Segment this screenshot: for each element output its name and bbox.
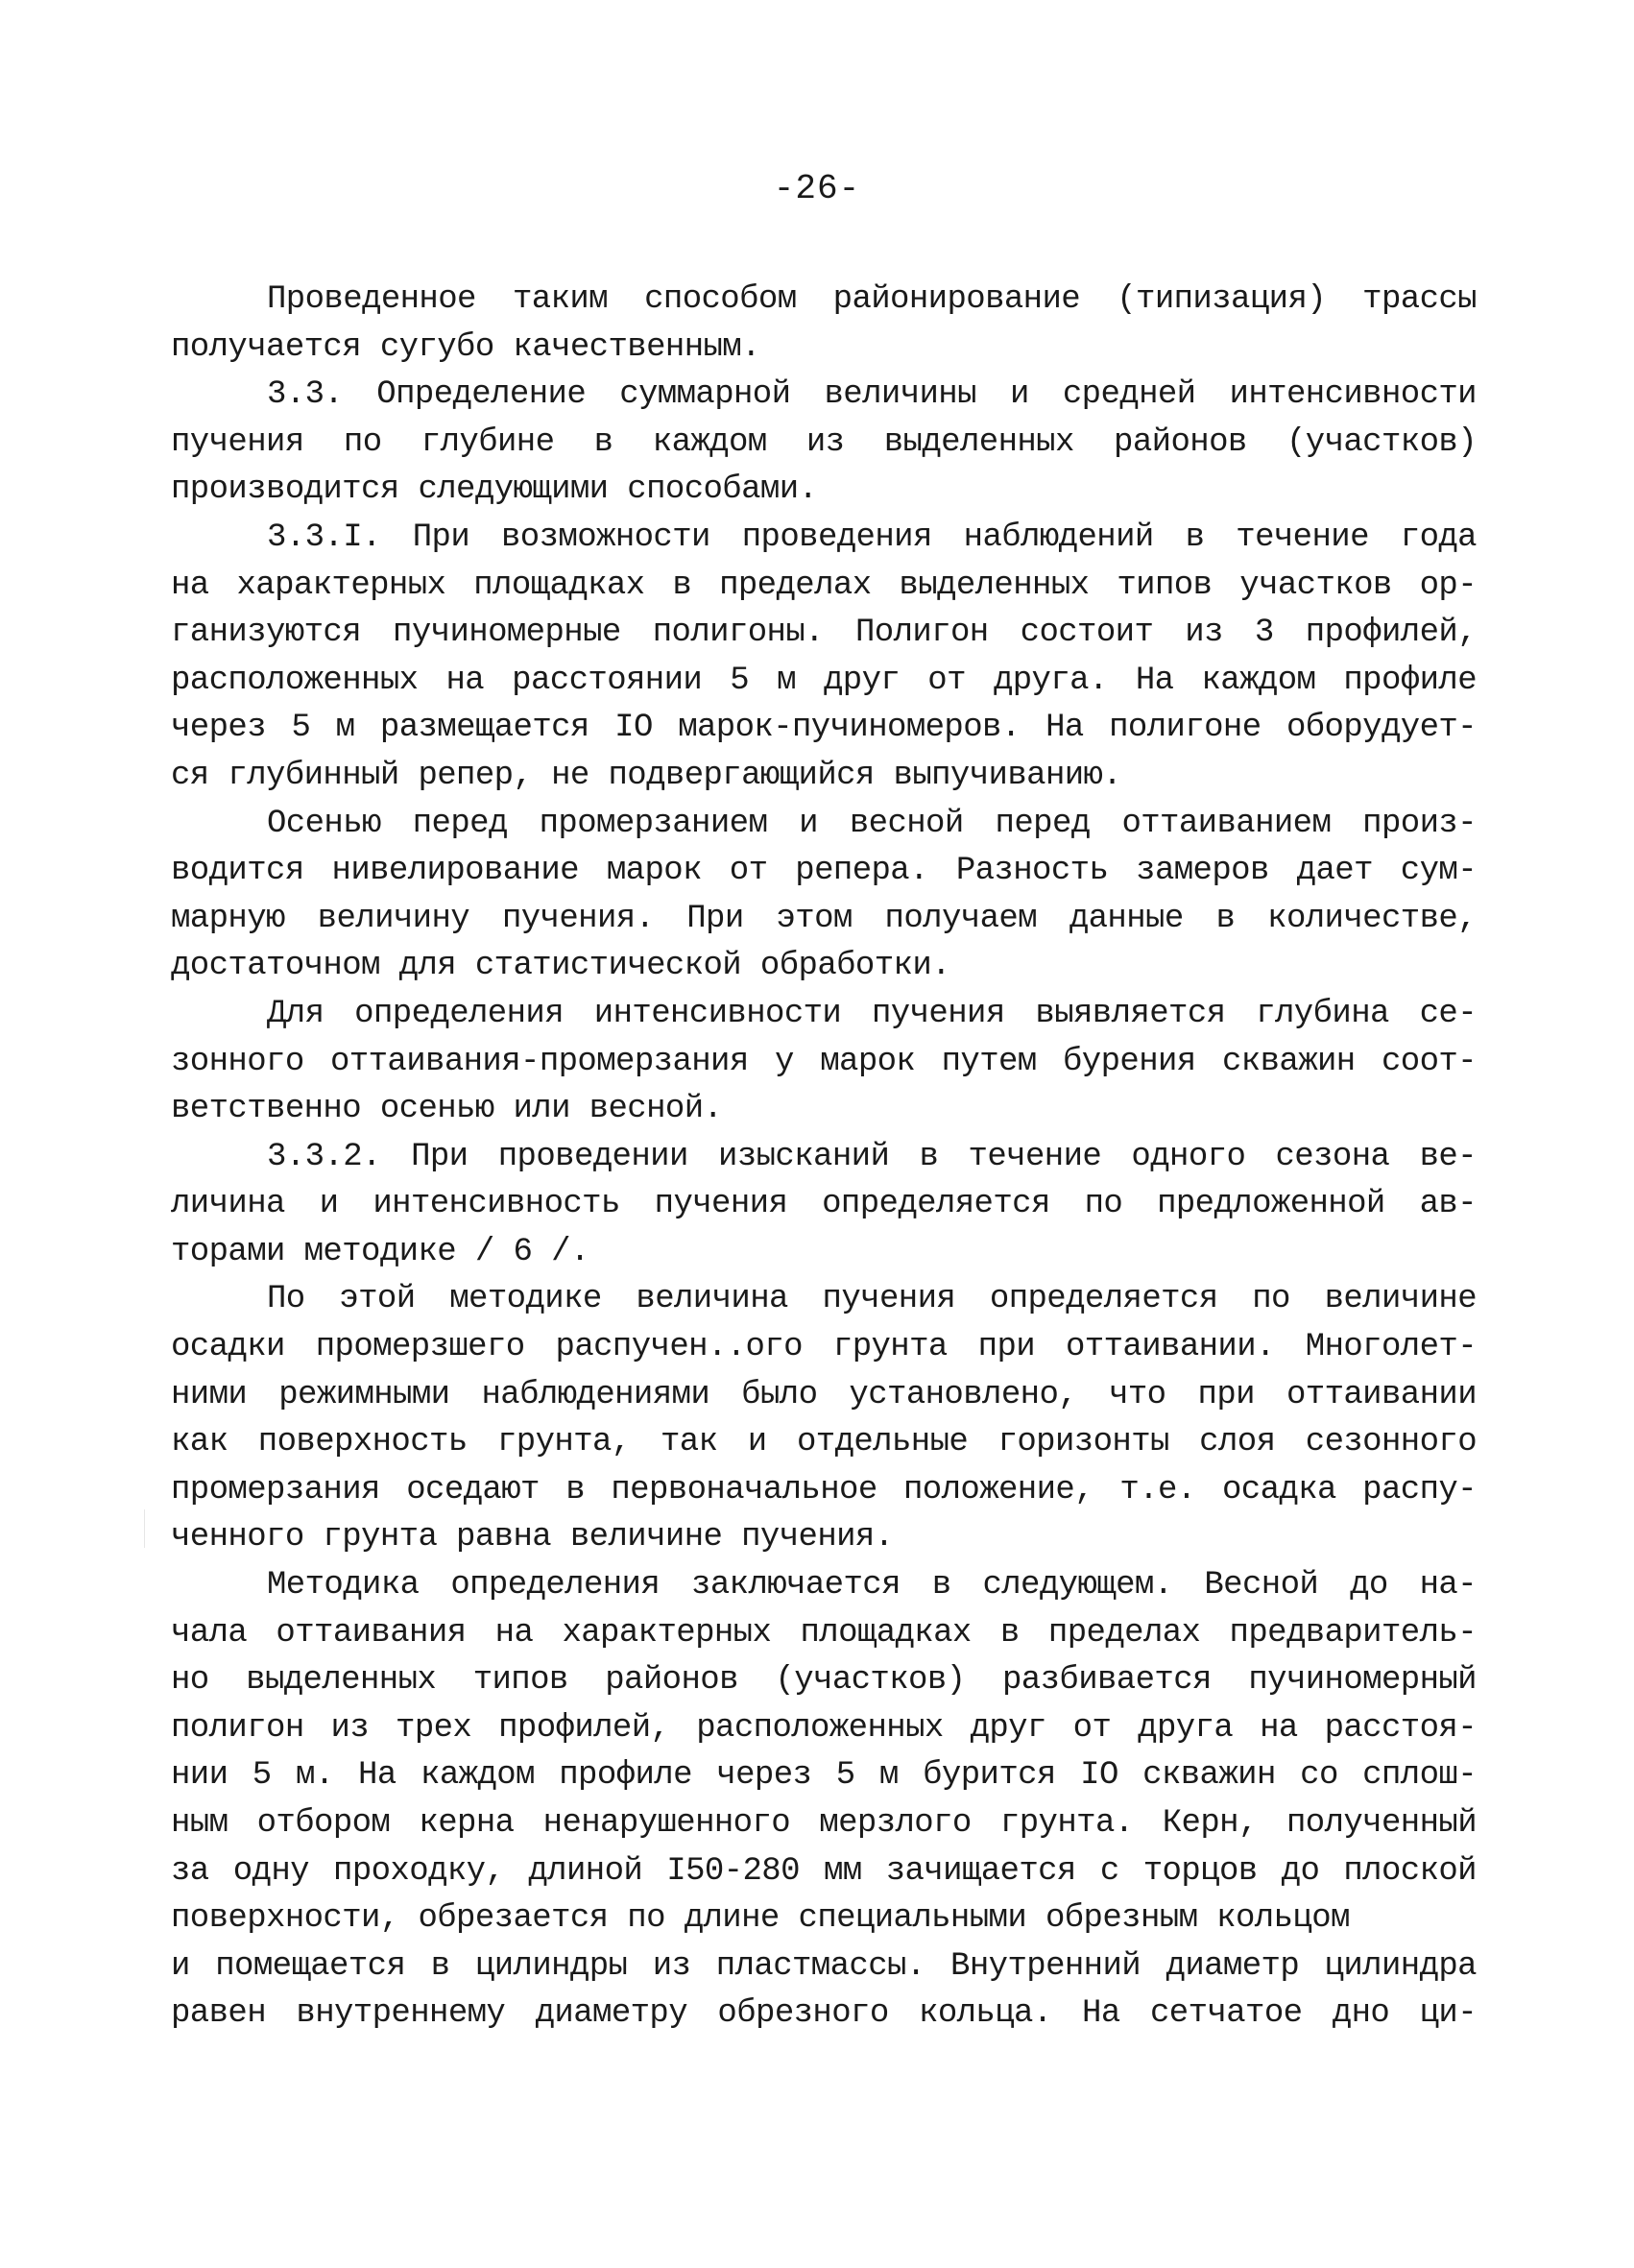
text-line: ганизуются пучиномерные полигоны. Полигон состоит из 3 профилей, (171, 615, 1477, 652)
text-line: достаточном для статистической обработки. (171, 948, 950, 985)
text-line: через 5 м размещается IO марок-пучиномеров. На полигоне оборудует- (171, 710, 1477, 747)
text-line: чала оттаивания на характерных площадках в пределах предваритель- (171, 1614, 1477, 1652)
text-line: Проведенное таким способом районирование (типизация) трассы (267, 281, 1477, 318)
page-number: -26- (773, 169, 861, 208)
text-line: но выделенных типов районов (участков) разбивается пучиномерный (171, 1662, 1477, 1700)
text-line: промерзания оседают в первоначальное положение, т.е. осадка распу- (171, 1471, 1477, 1508)
text-line: марную величину пучения. При этом получаем данные в количестве, (171, 900, 1477, 937)
text-line: полигон из трех профилей, расположенных друг от друга на расстоя- (171, 1709, 1477, 1747)
text-line: равен внутреннему диаметру обрезного кольца. На сетчатое дно ци- (171, 1995, 1477, 2033)
text-line: и помещается в цилиндры из пластмассы. Внутренний диаметр цилиндра (171, 1947, 1477, 1985)
document-body (171, 277, 1477, 2039)
text-line: ветственно осенью или весной. (171, 1091, 723, 1128)
text-line: поверхности, обрезается по длине специальными обрезным кольцом (171, 1900, 1350, 1938)
text-line: нии 5 м. На каждом профиле через 5 м бурится IO скважин со сплош- (171, 1757, 1477, 1795)
text-line: как поверхность грунта, так и отдельные горизонты слоя сезонного (171, 1424, 1477, 1461)
text-line: 3.3. Определение суммарной величины и средней интенсивности (267, 376, 1477, 414)
text-line: Методика определения заключается в следующем. Весной до на- (267, 1567, 1477, 1604)
text-line: осадки промерзшего распучен..ого грунта при оттаивании. Многолет- (171, 1329, 1477, 1366)
text-line: По этой методике величина пучения определяется по величине (267, 1281, 1477, 1318)
text-line: получается сугубо качественным. (171, 328, 760, 366)
text-line: личина и интенсивность пучения определяется по предложенной ав- (171, 1186, 1477, 1223)
text-line: 3.3.2. При проведении изысканий в течение одного сезона ве- (267, 1138, 1477, 1175)
text-line: водится нивелирование марок от репера. Разность замеров дает сум- (171, 853, 1477, 890)
margin-mark (144, 1509, 145, 1548)
text-line: 3.3.I. При возможности проведения наблюдений в течение года (267, 519, 1477, 556)
text-line: ними режимными наблюдениями было установлено, что при оттаивании (171, 1376, 1477, 1413)
text-line: ным отбором керна ненарушенного мерзлого грунта. Керн, полученный (171, 1805, 1477, 1842)
text-line: ченного грунта равна величине пучения. (171, 1519, 894, 1556)
text-line: зонного оттаивания-промерзания у марок путем бурения скважин соот- (171, 1043, 1477, 1080)
text-line: расположенных на расстоянии 5 м друг от друга. На каждом профиле (171, 662, 1477, 699)
text-line: за одну проходку, длиной I50-280 мм зачищается с торцов до плоской (171, 1852, 1477, 1890)
text-line: Осенью перед промерзанием и весной перед оттаиванием произ- (267, 805, 1477, 842)
text-line: пучения по глубине в каждом из выделенных районов (участков) (171, 423, 1477, 461)
text-line: производится следующими способами. (171, 471, 818, 509)
text-line: торами методике / 6 /. (171, 1233, 589, 1270)
text-line: на характерных площадках в пределах выделенных типов участков ор- (171, 567, 1477, 604)
text-line: Для определения интенсивности пучения выявляется глубина се- (267, 995, 1477, 1032)
text-line: ся глубинный репер, не подвергающийся выпучиванию. (171, 757, 1122, 794)
